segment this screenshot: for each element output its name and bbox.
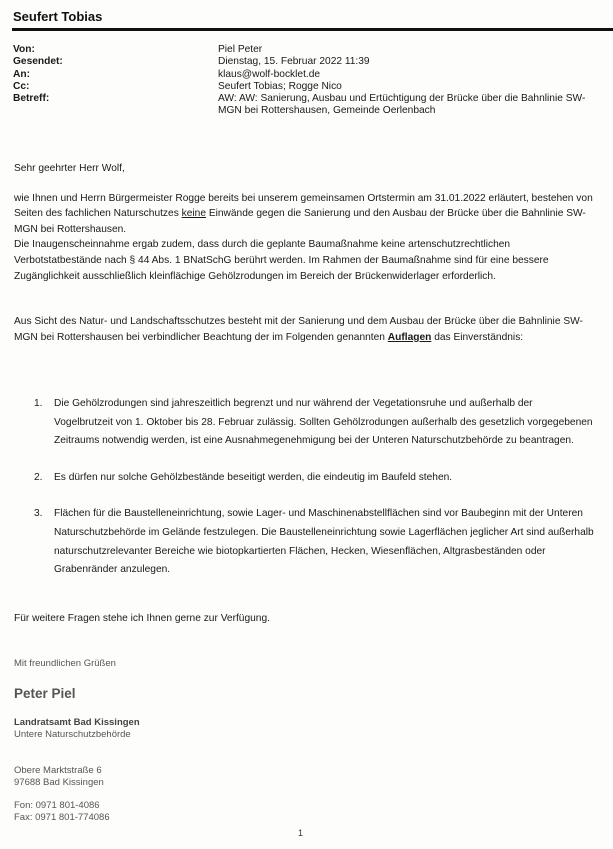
paragraph-3: Aus Sicht des Natur- und Landschaftsschutzes besteht mit der Sanierung und dem Ausbau der Brücke über die Bahnlinie SW-MGN bei Rottershausen bei verbindlicher Beachtung der im Folgenden genannten Auflagen das Einverständnis: bbox=[14, 316, 583, 343]
signature-city: 97688 Bad Kissingen bbox=[14, 777, 104, 788]
mailbox-owner-name: Seufert Tobias bbox=[13, 9, 103, 24]
header-value: Dienstag, 15. Februar 2022 11:39 bbox=[218, 56, 370, 68]
emphasis-underline: keine bbox=[181, 208, 206, 220]
paragraph-2: Die Inaugenscheinnahme ergab zudem, dass durch die geplante Baumaßnahme keine artenschutzrechtlichen Verbotstatbestände nach § 44 Abs. 1 BNatSchG berührt werden. Im Rahmen der Baumaßnahme sind für eine bessere Zugänglichkeit ausschließlich kleinflächige Gehölzrodungen im Bereich der Brückenwiderlager erforderlich. bbox=[14, 239, 549, 282]
list-item bbox=[34, 395, 594, 451]
header-row-to bbox=[13, 69, 603, 81]
header-row-subject bbox=[13, 93, 603, 118]
header-label: Cc: bbox=[13, 80, 30, 92]
email-body bbox=[14, 161, 600, 345]
header-value: Piel Peter bbox=[218, 44, 263, 55]
page-number: 1 bbox=[298, 828, 304, 838]
header-value: AW: AW: Sanierung, Ausbau und Ertüchtigung der Brücke über die Bahnlinie SW-MGN bei Rottershausen, Gemeinde Oerlenbach bbox=[218, 93, 586, 117]
signature-name: Peter Piel bbox=[14, 686, 76, 701]
paragraph-1: wie Ihnen und Herrn Bürgermeister Rogge bereits bei unserem gemeinsamen Ortstermin am 31.01.2022 erläutert, bestehen von Seiten des fachlichen Naturschutzes keine Einwände gegen die Sanierung und den Ausbau der Brücke über die Bahnlinie SW-MGN bei Rottershausen. bbox=[14, 192, 593, 235]
header-label: Von: bbox=[13, 44, 35, 55]
header-value: klaus@wolf-bocklet.de bbox=[218, 68, 321, 80]
list-item bbox=[34, 469, 594, 488]
header-row-from bbox=[13, 44, 603, 56]
list-number: 1. bbox=[34, 398, 43, 409]
emphasis-underline-bold: Auflagen bbox=[387, 331, 432, 343]
header-rule bbox=[12, 28, 613, 31]
signature-greeting: Mit freundlichen Grüßen bbox=[14, 658, 116, 669]
header-row-cc bbox=[13, 81, 603, 93]
list-text: Es dürfen nur solche Gehölzbestände beseitigt werden, die eindeutig im Baufeld stehen. bbox=[54, 471, 453, 483]
closing-sentence: Für weitere Fragen stehe ich Ihnen gerne zur Verfügung. bbox=[14, 613, 270, 624]
header-label: An: bbox=[13, 68, 30, 80]
list-number: 3. bbox=[34, 508, 43, 520]
list-item bbox=[34, 505, 594, 579]
list-text: Die Gehölzrodungen sind jahreszeitlich begrenzt und nur während der Vegetationsruhe und außerhalb der Vogelbrutzeit von 1. Oktober bis 28. Februar zulässig. Sollten Gehölzrodungen außerhalb des gesetzlich vorgegebenen Zeitraums notwendig werden, ist eine Ausnahmegenehmigung bei der Unteren Naturschutzbehörde zu beantragen. bbox=[54, 398, 593, 447]
signature-street: Obere Marktstraße 6 bbox=[14, 765, 102, 776]
header-value: Seufert Tobias; Rogge Nico bbox=[218, 80, 342, 92]
salutation: Sehr geehrter Herr Wolf, bbox=[14, 163, 125, 174]
header-row-sent bbox=[13, 56, 603, 68]
header-label: Betreff: bbox=[13, 93, 50, 105]
conditions-list bbox=[34, 395, 594, 580]
email-header bbox=[13, 44, 603, 118]
signature-phone: Fon: 0971 801-4086 bbox=[14, 800, 100, 811]
list-number: 2. bbox=[34, 471, 43, 483]
header-label: Gesendet: bbox=[13, 56, 63, 68]
list-text: Flächen für die Baustelleneinrichtung, sowie Lager- und Maschinenabstellflächen sind vor Baubeginn mit der Unteren Naturschutzbehörde im Gelände festzulegen. Die Baustelleneinrichtung sowie Lagerflächen jeglicher Art sind außerhalb naturschutzrelevanter Bereiche wie biotopkartierten Flächen, Hecken, Wiesenflächen, Altgrasbeständen oder Grabenränder anzulegen. bbox=[54, 508, 594, 576]
signature-fax: Fax: 0971 801-774086 bbox=[14, 812, 110, 823]
signature-organization: Landratsamt Bad Kissingen bbox=[14, 717, 140, 728]
signature-department: Untere Naturschutzbehörde bbox=[14, 729, 131, 740]
